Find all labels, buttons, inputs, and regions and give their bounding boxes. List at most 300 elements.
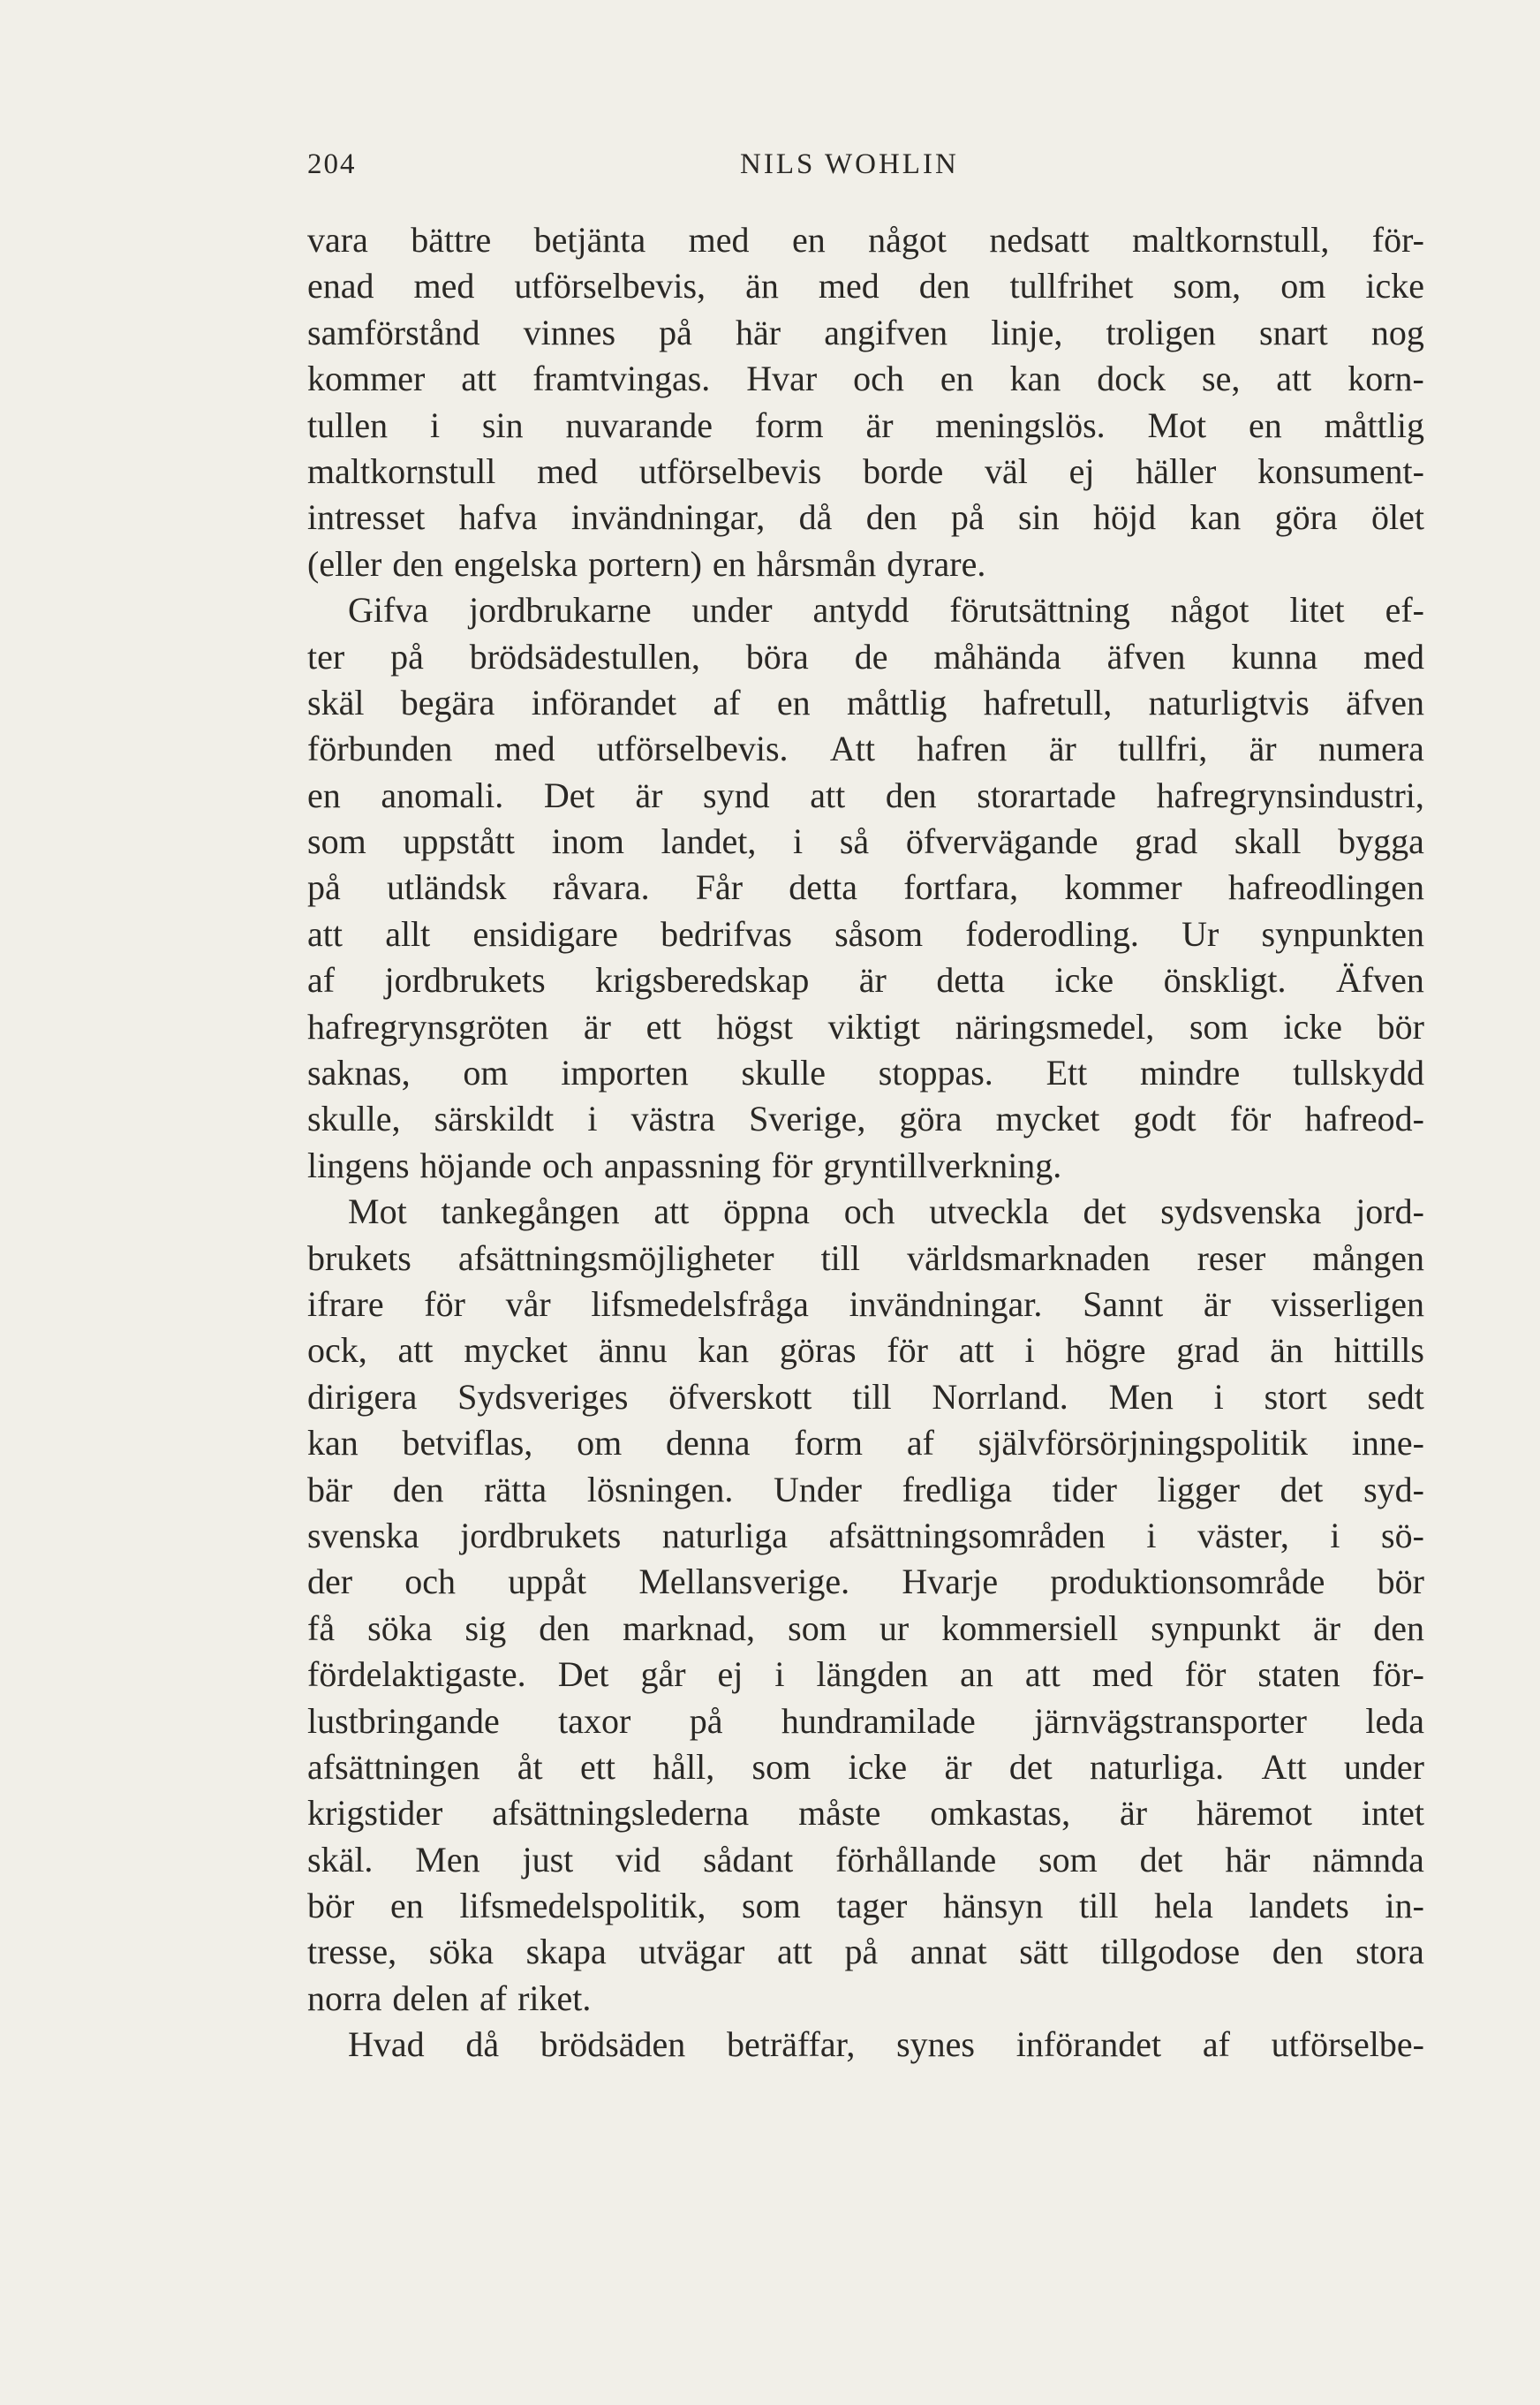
- word: väl: [984, 450, 1028, 491]
- word: med: [688, 220, 750, 260]
- word: Sannt: [1083, 1283, 1164, 1324]
- word: i: [1213, 1376, 1224, 1417]
- word: hänsyn: [943, 1886, 1044, 1926]
- word: rätta: [484, 1469, 547, 1509]
- word: Sydsveriges: [457, 1376, 629, 1417]
- word: kommersiell: [941, 1607, 1119, 1648]
- word: under: [691, 590, 773, 631]
- word: är: [865, 405, 894, 445]
- text-line: [307, 541, 1424, 587]
- word: Gifva: [348, 590, 429, 631]
- word: något: [868, 220, 947, 260]
- word: invändningar.: [849, 1283, 1043, 1324]
- word: mycket: [464, 1330, 569, 1371]
- word: afsättningen: [307, 1746, 480, 1787]
- word: angifven: [824, 312, 948, 352]
- word: på: [844, 1932, 879, 1972]
- word: en: [791, 220, 826, 260]
- word: få: [307, 1607, 336, 1648]
- word: utförselbevis.: [596, 729, 789, 769]
- word: visserligen: [1271, 1283, 1424, 1324]
- word: skapa: [525, 1932, 607, 1972]
- word: utförselbevis,: [514, 266, 706, 306]
- word: för-: [1371, 220, 1424, 260]
- word: på: [950, 497, 985, 538]
- word: annat: [910, 1932, 987, 1972]
- word: hafren: [917, 729, 1008, 769]
- word: se,: [1202, 359, 1241, 399]
- word: an: [960, 1654, 993, 1695]
- word: begära: [400, 682, 495, 722]
- word: om: [463, 1053, 509, 1093]
- word: af: [1202, 2024, 1230, 2065]
- word: Hvar: [746, 359, 818, 399]
- word: taxor: [558, 1700, 631, 1741]
- word: samförstånd: [307, 312, 480, 352]
- word: skäl.: [307, 1839, 374, 1879]
- word: hafreod-: [1304, 1099, 1424, 1139]
- word: enad: [307, 266, 374, 306]
- word: kan: [698, 1330, 750, 1371]
- word: delen: [392, 1978, 470, 2018]
- word: betjänta: [533, 220, 646, 260]
- word: är: [858, 960, 887, 1001]
- word: måttlig: [1324, 405, 1424, 445]
- word: af: [307, 960, 336, 1001]
- word: detta: [789, 867, 858, 908]
- word: afsättningsområden: [828, 1515, 1106, 1555]
- word: invändningar,: [570, 497, 766, 538]
- word: synd: [703, 775, 770, 815]
- word: nedsatt: [989, 220, 1090, 260]
- word: mindre: [1140, 1053, 1241, 1093]
- text-line: [307, 865, 1424, 911]
- word: måhända: [933, 636, 1061, 677]
- word: tillgodose: [1100, 1932, 1241, 1972]
- word: sin: [1017, 497, 1060, 538]
- word: en: [390, 1886, 424, 1926]
- word: i: [429, 405, 441, 445]
- word: grad: [1176, 1330, 1240, 1371]
- word: Äfven: [1335, 960, 1424, 1001]
- word: ensidigare: [472, 913, 618, 954]
- word: af: [479, 1978, 508, 2018]
- word: borde: [863, 450, 944, 491]
- word: öfvervägande: [905, 821, 1098, 862]
- word: fördelaktigaste.: [307, 1654, 526, 1695]
- word: icke: [1365, 266, 1424, 306]
- word: den: [918, 266, 970, 306]
- word: hundramilade: [781, 1700, 976, 1741]
- word: hafreodlingen: [1227, 867, 1424, 908]
- word: anpassning: [603, 1145, 761, 1185]
- word: Norrland.: [932, 1376, 1068, 1417]
- word: ännu: [598, 1330, 668, 1371]
- text-line: [307, 1050, 1424, 1096]
- text-line: [307, 310, 1424, 356]
- word: framtvingas.: [532, 359, 711, 399]
- text-line: [307, 1327, 1424, 1373]
- word: Mot: [348, 1191, 407, 1232]
- word: bedrifvas: [661, 913, 792, 954]
- word: lingens: [307, 1145, 410, 1185]
- word: form: [794, 1423, 864, 1463]
- text-line: [307, 449, 1424, 495]
- word: ef-: [1385, 590, 1424, 631]
- word: förbunden: [307, 729, 453, 769]
- word: (eller: [307, 543, 382, 584]
- word: skulle: [741, 1053, 827, 1093]
- word: den: [1272, 1932, 1324, 1972]
- word: nog: [1370, 312, 1424, 352]
- text-line: [307, 403, 1424, 449]
- text-line: [307, 1143, 1424, 1189]
- word: tider: [1052, 1469, 1117, 1509]
- word: tankegången: [441, 1191, 620, 1232]
- word: här: [736, 312, 781, 352]
- word: den: [392, 543, 444, 584]
- word: Men: [1108, 1376, 1174, 1417]
- text-line: [307, 1929, 1424, 1975]
- text-line: [307, 1467, 1424, 1513]
- word: sin: [481, 405, 524, 445]
- word: bör: [307, 1886, 355, 1926]
- text-line: [307, 1698, 1424, 1744]
- word: sätt: [1019, 1932, 1068, 1972]
- word: lifsmedelsfråga: [591, 1283, 809, 1324]
- word: på: [659, 312, 692, 352]
- word: meningslös.: [935, 405, 1106, 445]
- word: synpunkten: [1261, 913, 1424, 954]
- word: kan: [1189, 497, 1242, 538]
- word: önskligt.: [1163, 960, 1287, 1001]
- word: sedt: [1367, 1376, 1424, 1417]
- word: i: [1024, 1330, 1035, 1371]
- word: i: [1146, 1515, 1157, 1555]
- word: den: [539, 1607, 591, 1648]
- text-line: [307, 1374, 1424, 1420]
- word: bygga: [1338, 821, 1424, 862]
- word: bär: [307, 1469, 353, 1509]
- word: till: [852, 1376, 892, 1417]
- text-line: [307, 911, 1424, 957]
- word: hårsmån: [756, 543, 877, 584]
- word: tullfrihet: [1009, 266, 1134, 306]
- word: Sverige,: [749, 1099, 866, 1139]
- word: som: [751, 1746, 812, 1787]
- word: för: [424, 1283, 465, 1324]
- word: införandet: [1015, 2024, 1162, 2065]
- word: göra: [1274, 497, 1338, 538]
- word: näringsmedel,: [955, 1006, 1155, 1047]
- word: Hvad: [348, 2024, 425, 2065]
- word: Mot: [1147, 405, 1207, 445]
- word: sig: [464, 1607, 507, 1648]
- word: vid: [615, 1839, 661, 1879]
- word: intresset: [307, 497, 426, 538]
- word: att: [776, 1932, 812, 1972]
- word: att: [461, 359, 497, 399]
- word: Men: [415, 1839, 480, 1879]
- word: då: [798, 497, 833, 538]
- text-line: [307, 957, 1424, 1003]
- word: häremot: [1196, 1793, 1313, 1834]
- word: ock,: [307, 1330, 367, 1371]
- word: antydd: [812, 590, 910, 631]
- word: storartade: [977, 775, 1116, 815]
- word: vinnes: [523, 312, 616, 352]
- word: utländsk: [386, 867, 507, 908]
- word: ur: [879, 1607, 910, 1648]
- word: i: [1330, 1515, 1340, 1555]
- word: Får: [695, 867, 744, 908]
- word: icke: [1283, 1006, 1342, 1047]
- word: äfven: [1346, 682, 1424, 722]
- word: på: [689, 1700, 723, 1741]
- word: göras: [779, 1330, 857, 1371]
- word: måttlig: [847, 682, 947, 722]
- text-line: [307, 1652, 1424, 1698]
- word: troligen: [1106, 312, 1216, 352]
- word: på: [307, 867, 341, 908]
- word: skall: [1234, 821, 1302, 862]
- word: råvara.: [552, 867, 650, 908]
- word: för-: [1371, 1654, 1424, 1695]
- word: till: [1079, 1886, 1119, 1926]
- text-line: [307, 1559, 1424, 1605]
- word: tullskydd: [1293, 1053, 1424, 1093]
- word: hafregrynsgröten: [307, 1006, 549, 1047]
- word: vår: [505, 1283, 551, 1324]
- text-line: [307, 2022, 1424, 2068]
- word: än: [745, 266, 779, 306]
- word: äfven: [1106, 636, 1186, 677]
- word: till: [820, 1237, 861, 1278]
- word: Det: [557, 1654, 609, 1695]
- word: mycket: [995, 1099, 1100, 1139]
- word: nämnda: [1312, 1839, 1424, 1879]
- word: hittills: [1333, 1330, 1424, 1371]
- word: just: [522, 1839, 574, 1879]
- word: sådant: [703, 1839, 794, 1879]
- word: jordbrukarne: [469, 590, 652, 631]
- word: kommer: [307, 359, 426, 399]
- word: Ur: [1181, 913, 1219, 954]
- word: är: [944, 1746, 972, 1787]
- word: snart: [1259, 312, 1328, 352]
- word: der: [307, 1562, 353, 1602]
- word: icke: [848, 1746, 908, 1787]
- word: kan: [307, 1423, 359, 1463]
- word: portern): [588, 543, 702, 584]
- word: som: [788, 1607, 847, 1648]
- word: måste: [798, 1793, 881, 1834]
- word: sö-: [1381, 1515, 1424, 1555]
- word: ligger: [1157, 1469, 1240, 1509]
- text-line: [307, 1837, 1424, 1883]
- word: engelska: [454, 543, 578, 584]
- word: anomali.: [381, 775, 504, 815]
- word: vara: [307, 220, 368, 260]
- word: och: [542, 1145, 593, 1185]
- word: för: [887, 1330, 928, 1371]
- word: landets: [1249, 1886, 1349, 1926]
- word: en: [1249, 405, 1282, 445]
- word: syd-: [1363, 1469, 1424, 1509]
- word: Ett: [1046, 1053, 1088, 1093]
- word: beträffar,: [727, 2024, 856, 2065]
- word: allt: [385, 913, 431, 954]
- word: med: [1363, 636, 1424, 677]
- word: öfverskott: [668, 1376, 812, 1417]
- text-line: [307, 1744, 1424, 1790]
- word: är: [635, 775, 663, 815]
- text-line: [307, 819, 1424, 865]
- word: bör: [1377, 1562, 1424, 1602]
- word: den: [865, 497, 917, 538]
- text-line: [307, 356, 1424, 402]
- word: synpunkt: [1151, 1607, 1280, 1648]
- word: stort: [1264, 1376, 1327, 1417]
- word: omkastas,: [930, 1793, 1071, 1834]
- word: krigsberedskap: [595, 960, 810, 1001]
- word: marknad,: [623, 1607, 756, 1648]
- word: norra: [307, 1978, 382, 2018]
- word: Hvarje: [902, 1562, 999, 1602]
- word: förutsättning: [949, 590, 1130, 631]
- word: att: [1276, 359, 1312, 399]
- running-header: [307, 148, 1212, 193]
- text-line: [307, 634, 1424, 680]
- word: är: [583, 1006, 611, 1047]
- word: Att: [829, 729, 875, 769]
- word: att: [810, 775, 846, 815]
- word: detta: [936, 960, 1006, 1001]
- word: något: [1170, 590, 1249, 631]
- word: uppstått: [403, 821, 516, 862]
- word: det: [1008, 1746, 1053, 1787]
- word: maltkornstull,: [1132, 220, 1330, 260]
- word: så: [839, 821, 870, 862]
- text-line: [307, 726, 1424, 772]
- word: stora: [1355, 1932, 1424, 1972]
- word: införandet: [531, 682, 677, 722]
- text-line: [307, 680, 1424, 726]
- word: med: [494, 729, 555, 769]
- word: att: [307, 913, 343, 954]
- word: foderodling.: [965, 913, 1139, 954]
- word: ifrare: [307, 1283, 384, 1324]
- word: uppåt: [508, 1562, 587, 1602]
- word: saknas,: [307, 1053, 411, 1093]
- word: ölet: [1370, 497, 1424, 538]
- word: längden: [816, 1654, 929, 1695]
- word: landet,: [661, 821, 757, 862]
- word: godt: [1133, 1099, 1197, 1139]
- word: naturliga.: [1089, 1746, 1225, 1787]
- word: fredliga: [902, 1469, 1012, 1509]
- word: med: [1091, 1654, 1153, 1695]
- word: in-: [1385, 1886, 1424, 1926]
- word: den: [885, 775, 937, 815]
- text-line: [307, 1883, 1424, 1929]
- word: importen: [561, 1053, 689, 1093]
- word: att: [958, 1330, 994, 1371]
- word: höjande: [419, 1145, 532, 1185]
- word: ej: [717, 1654, 744, 1695]
- word: såsom: [834, 913, 924, 954]
- word: är: [1120, 1793, 1148, 1834]
- word: högst: [716, 1006, 793, 1047]
- word: järnvägstransporter: [1034, 1700, 1307, 1741]
- word: som: [307, 821, 366, 862]
- text-line: [307, 263, 1424, 309]
- word: utförselbe-: [1271, 2024, 1424, 2065]
- word: betviflas,: [402, 1423, 533, 1463]
- word: tresse,: [307, 1932, 397, 1972]
- word: af: [713, 682, 741, 722]
- word: fortfara,: [903, 867, 1019, 908]
- word: reser: [1197, 1237, 1266, 1278]
- word: som: [1189, 1006, 1249, 1047]
- word: hela: [1154, 1886, 1213, 1926]
- word: skulle,: [307, 1099, 401, 1139]
- word: bör: [1377, 1006, 1424, 1047]
- word: och: [404, 1562, 457, 1602]
- word: jord-: [1355, 1191, 1424, 1232]
- word: krigstider: [307, 1793, 443, 1834]
- word: är: [1048, 729, 1076, 769]
- text-line: [307, 1282, 1424, 1327]
- word: om: [577, 1423, 623, 1463]
- word: denna: [665, 1423, 751, 1463]
- word: mången: [1312, 1237, 1424, 1278]
- word: som: [1038, 1839, 1098, 1879]
- word: och: [853, 359, 904, 399]
- word: en: [776, 682, 811, 722]
- word: det: [1139, 1839, 1183, 1879]
- word: om: [1280, 266, 1326, 306]
- word: förhållande: [835, 1839, 997, 1879]
- word: produktionsområde: [1050, 1562, 1325, 1602]
- word: utförselbevis: [638, 450, 822, 491]
- word: västra: [630, 1099, 716, 1139]
- word: stoppas.: [878, 1053, 993, 1093]
- word: intet: [1361, 1793, 1424, 1834]
- word: dyrare.: [887, 543, 986, 584]
- word: icke: [1054, 960, 1114, 1001]
- word: kommer: [1064, 867, 1182, 908]
- word: inom: [551, 821, 624, 862]
- word: brödsäden: [540, 2024, 686, 2065]
- text-line: [307, 1096, 1424, 1142]
- word: numera: [1317, 729, 1424, 769]
- word: för: [1229, 1099, 1272, 1139]
- word: litet: [1289, 590, 1345, 631]
- word: för: [1184, 1654, 1227, 1695]
- word: som,: [1173, 266, 1242, 306]
- word: söka: [367, 1607, 433, 1648]
- text-line: [307, 1236, 1424, 1282]
- word: gryntillverkning.: [823, 1145, 1062, 1185]
- word: utvägar: [638, 1932, 745, 1972]
- word: lösningen.: [586, 1469, 734, 1509]
- word: håll,: [653, 1746, 715, 1787]
- word: är: [1313, 1607, 1341, 1648]
- word: naturligtvis: [1148, 682, 1310, 722]
- word: form: [754, 405, 824, 445]
- word: sydsvenska: [1160, 1191, 1322, 1232]
